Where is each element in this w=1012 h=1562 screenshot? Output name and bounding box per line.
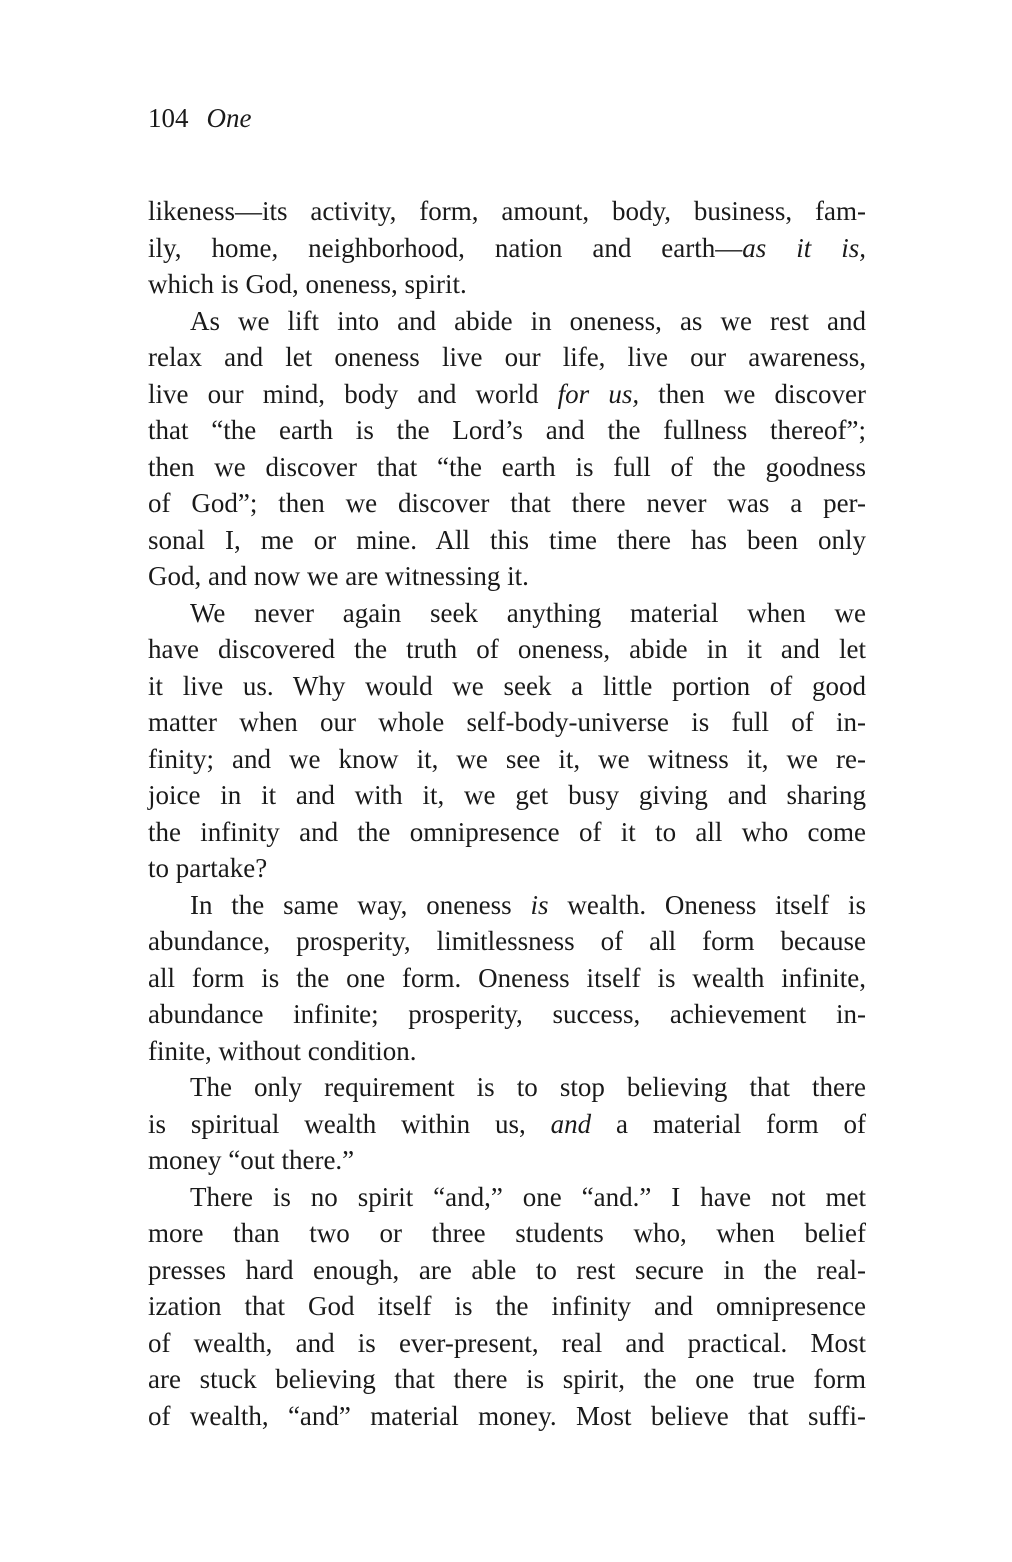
text-line [148, 376, 866, 413]
text-segment: matter when our whole self-body-universe is full of in- [148, 707, 866, 737]
text-line [148, 1069, 866, 1106]
page-number: 104 [148, 103, 189, 133]
text-line [148, 449, 866, 486]
text-line [148, 777, 866, 814]
text-segment: of wealth, and is ever-present, real and practical. Most [148, 1327, 866, 1358]
text-line [148, 193, 866, 230]
text-line [148, 1142, 866, 1179]
italic-text: is [530, 889, 549, 920]
text-segment: We never again seek anything material when we [190, 597, 866, 628]
paragraph [148, 595, 866, 887]
italic-text: as it is, [742, 232, 866, 263]
text-segment: of wealth, “and” material money. Most believe that suffi- [148, 1400, 866, 1431]
text-segment: God, and now we are witnessing it. [148, 561, 529, 591]
text-segment: abundance infinite; prosperity, success, achievement in- [148, 999, 866, 1029]
text-segment: more than two or three students who, when belief [148, 1218, 866, 1248]
text-segment: finity; and we know it, we see it, we witness it, we re- [148, 743, 866, 774]
paragraph [148, 887, 866, 1070]
text-line [148, 1033, 866, 1070]
text-segment: ily, home, neighborhood, nation and earth— [148, 232, 743, 263]
text-segment: have discovered the truth of oneness, abide in it and let [148, 634, 866, 664]
text-segment: abundance, prosperity, limitlessness of all form because [148, 926, 866, 956]
text-line [148, 1252, 866, 1289]
text-segment: the infinity and the omnipresence of it to all who come [148, 816, 866, 847]
text-segment: wealth. Oneness itself is [548, 889, 866, 920]
page-text [148, 193, 866, 1434]
text-line [148, 1179, 866, 1216]
text-segment: In the same way, oneness [190, 889, 531, 920]
text-line [148, 485, 866, 522]
text-line [148, 887, 866, 924]
running-head-title: One [206, 103, 252, 133]
text-line [148, 1398, 866, 1435]
text-segment: joice in it and with it, we get busy giving and sharing [148, 780, 866, 810]
text-line [148, 668, 866, 705]
text-segment: There is no spirit “and,” one “and.” I have not met [190, 1181, 866, 1212]
text-segment: finite, without condition. [148, 1035, 417, 1066]
text-segment: are stuck believing that there is spirit, the one true form [148, 1364, 866, 1394]
text-segment: all form is the one form. Oneness itself is wealth infinite, [148, 962, 866, 993]
text-line [148, 1361, 866, 1398]
text-line [148, 522, 866, 559]
text-segment: likeness—its activity, form, amount, body, business, fam- [148, 196, 866, 226]
text-segment: of God”; then we discover that there never was a per- [148, 488, 866, 518]
text-line [148, 266, 866, 303]
running-header [148, 100, 866, 136]
text-line [148, 631, 866, 668]
text-line [148, 339, 866, 376]
text-line [148, 412, 866, 449]
text-segment: that “the earth is the Lord’s and the fullness thereof”; [148, 415, 866, 445]
italic-text: for us, [557, 378, 640, 409]
italic-text: and [550, 1108, 592, 1139]
text-line [148, 996, 866, 1033]
paragraph [148, 1179, 866, 1435]
text-line [148, 230, 866, 267]
text-segment: sonal I, me or mine. All this time there has been only [148, 524, 866, 555]
text-segment: presses hard enough, are able to rest secure in the real- [148, 1254, 866, 1285]
text-segment: live our mind, body and world [148, 378, 558, 409]
text-line [148, 704, 866, 741]
text-segment: money “out there.” [148, 1145, 355, 1175]
text-line [148, 960, 866, 997]
paragraph [148, 193, 866, 303]
paragraph [148, 1069, 866, 1179]
text-segment: then we discover [639, 378, 866, 409]
paragraph [148, 303, 866, 595]
text-line [148, 1325, 866, 1362]
text-line [148, 1288, 866, 1325]
text-line [148, 850, 866, 887]
text-segment: a material form of [591, 1108, 866, 1139]
text-line [148, 814, 866, 851]
text-segment: ization that God itself is the infinity and omnipresence [148, 1291, 866, 1321]
text-segment: As we lift into and abide in oneness, as we rest and [190, 305, 866, 336]
text-line [148, 923, 866, 960]
text-segment: is spiritual wealth within us, [148, 1108, 551, 1139]
text-line [148, 303, 866, 340]
text-segment: relax and let oneness live our life, live our awareness, [148, 342, 866, 372]
text-line [148, 558, 866, 595]
text-segment: which is God, oneness, spirit. [148, 269, 467, 299]
text-line [148, 1106, 866, 1143]
text-line [148, 1215, 866, 1252]
text-segment: then we discover that “the earth is full of the goodness [148, 451, 866, 482]
text-line [148, 741, 866, 778]
text-segment: it live us. Why would we seek a little portion of good [148, 670, 866, 701]
text-line [148, 595, 866, 632]
text-segment: The only requirement is to stop believing that there [190, 1072, 866, 1102]
text-segment: to partake? [148, 853, 268, 883]
